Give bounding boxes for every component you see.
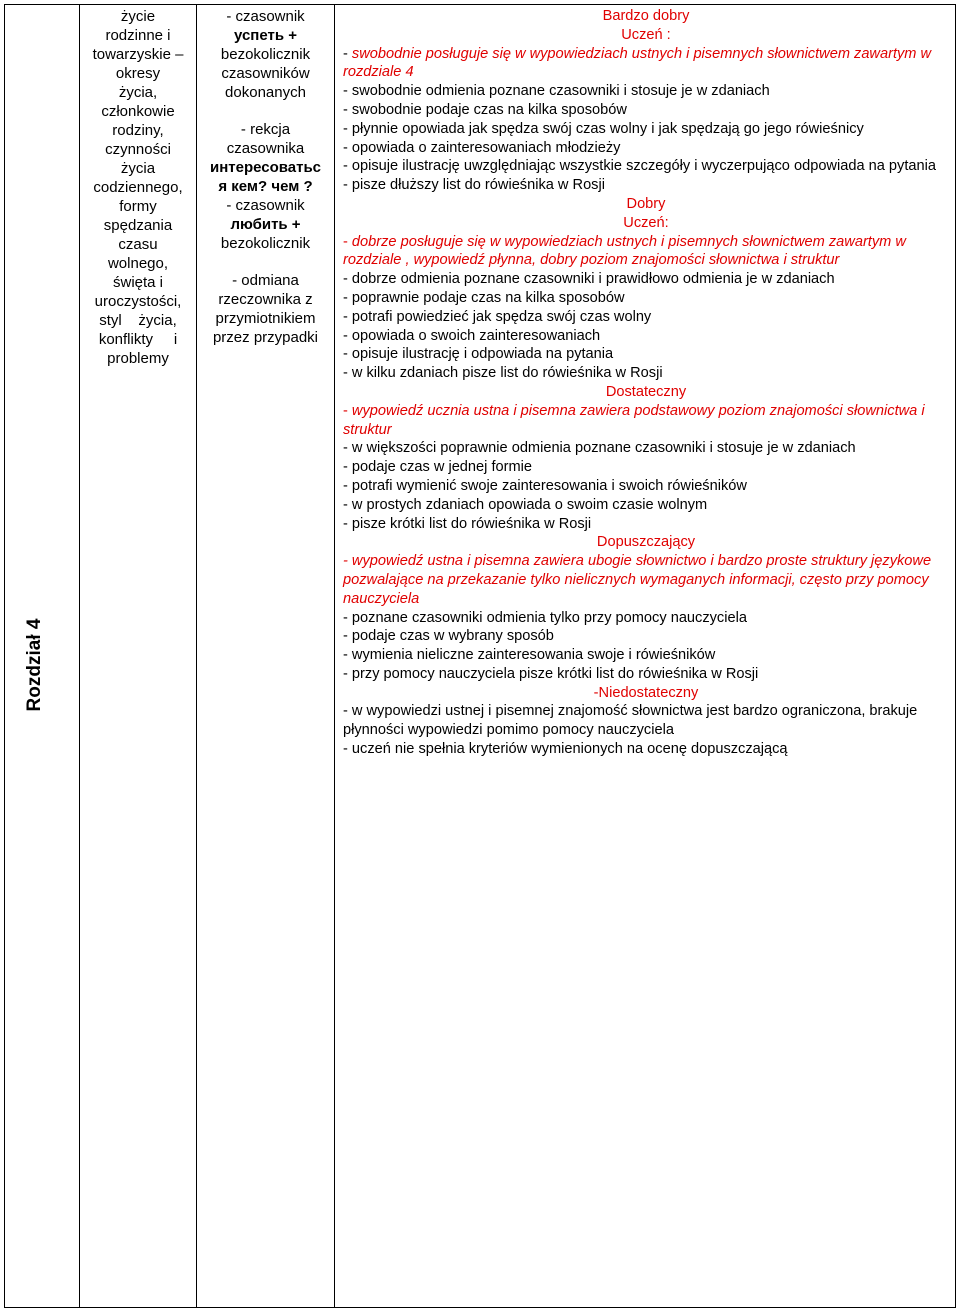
criteria-item: - potrafi powiedzieć jak spędza swój czas wolny	[343, 308, 652, 325]
grammar-text: przymiotnikiem	[215, 310, 316, 327]
grade-lead: - wypowiedź ucznia ustna i pisemna zawiera podstawowy poziom znajomości słownictwa i struktur	[343, 402, 925, 438]
topic-line: członkowie	[101, 103, 175, 120]
grammar-text: - czasownik	[226, 8, 305, 25]
topics-list	[80, 5, 196, 368]
criteria-item: - podaje czas w jednej formie	[343, 459, 532, 476]
criteria-item: - wymienia nieliczne zainteresowania swoje i rówieśników	[343, 647, 716, 664]
grammar-bold-text: интересоватьс	[209, 159, 322, 176]
grade-heading: Dobry	[626, 195, 666, 212]
topic-line: rodzinne i	[105, 27, 171, 44]
topic-line: problemy	[107, 350, 169, 367]
topic-line: codziennego,	[93, 179, 183, 196]
criteria-item: - dobrze odmienia poznane czasowniki i prawidłowo odmienia je w zdaniach	[343, 271, 835, 288]
criteria-item: - w kilku zdaniach pisze list do rówieśnika w Rosji	[343, 365, 663, 382]
grade-heading: Bardzo dobry	[602, 8, 690, 24]
criteria-item: - poznane czasowniki odmienia tylko przy pomocy nauczyciela	[343, 609, 747, 626]
topic-line: uroczystości,	[94, 293, 182, 310]
topic-line: życia,	[118, 84, 158, 101]
topic-line: czasu	[118, 236, 158, 253]
grammar-bold-text: любить +	[230, 216, 301, 233]
grading-criteria	[335, 5, 955, 759]
topic-line: konflikty i	[98, 331, 178, 348]
topic-line: życie	[120, 8, 156, 25]
criteria-item: - w większości poprawnie odmienia poznane czasowniki i stosuje je w zdaniach	[343, 440, 856, 457]
grammar-text: bezokolicznik	[220, 235, 311, 252]
criteria-item: - potrafi wymienić swoje zainteresowania i swoich rówieśników	[343, 477, 747, 494]
topic-line: formy	[119, 198, 157, 215]
topic-line: wolnego,	[107, 255, 169, 272]
topic-line: spędzania	[103, 217, 173, 234]
section-column	[5, 5, 80, 1307]
topic-line: życia	[120, 160, 156, 177]
section-label: Rozdział 4	[24, 618, 45, 712]
grammar-column	[197, 5, 335, 1307]
criteria-item: - opisuje ilustrację i odpowiada na pytania	[343, 346, 614, 363]
grade-lead: - swobodnie posługuje się w wypowiedziach ustnych i pisemnych słownictwem zawartym w rozdziale 4	[343, 45, 932, 81]
grammar-text: - odmiana	[232, 272, 299, 289]
topic-line: okresy	[115, 65, 161, 82]
topic-line: rodziny,	[112, 122, 164, 139]
criteria-item: - w prostych zdaniach opowiada o swoim czasie wolnym	[343, 496, 708, 513]
student-heading: Uczeń:	[623, 214, 669, 231]
criteria-item: - podaje czas w wybrany sposób	[343, 628, 554, 645]
criteria-item: - opowiada o zainteresowaniach młodzieży	[343, 139, 621, 156]
topic-line: styl życia,	[99, 312, 177, 329]
grammar-text: bezokolicznik	[220, 46, 311, 63]
grammar-bold-text: я кем? чем ?	[218, 178, 313, 195]
topic-line: święta i	[112, 274, 164, 291]
criteria-item: - płynnie opowiada jak spędza swój czas wolny i jak spędzają go jego rówieśnicy	[343, 120, 864, 137]
grammar-bold-text: успеть +	[233, 27, 297, 44]
criteria-item: - pisze krótki list do rówieśnika w Rosji	[343, 515, 592, 532]
criteria-item: - opisuje ilustrację uwzględniając wszystkie szczegóły i wyczerpująco odpowiada na pytania	[343, 158, 936, 175]
topic-line: czynności	[105, 141, 171, 158]
criteria-item: - swobodnie odmienia poznane czasowniki i stosuje je w zdaniach	[343, 83, 770, 100]
criteria-item: - swobodnie podaje czas na kilka sposobów	[343, 101, 627, 118]
criteria-item: - opowiada o swoich zainteresowaniach	[343, 327, 601, 344]
grammar-text: rzeczownika z	[218, 291, 313, 308]
grade-heading: Dostateczny	[605, 383, 687, 400]
criteria-item: - w wypowiedzi ustnej i pisemnej znajomość słownictwa jest bardzo ograniczona, brakuje płynności wypowiedzi pomimo pomocy nauczyciela	[343, 703, 918, 739]
grade-lead: - dobrze posługuje się w wypowiedziach ustnych i pisemnych słownictwem zawartym w rozdziale , wypowiedź płynna, dobry poziom znajomości słownictwa i struktur	[343, 233, 906, 269]
grade-heading: -Niedostateczny	[593, 684, 699, 701]
criteria-column	[335, 5, 955, 1307]
topic-line: towarzyskie –	[92, 46, 184, 63]
grammar-list	[197, 5, 334, 347]
criteria-item: - przy pomocy nauczyciela pisze krótki list do rówieśnika w Rosji	[343, 665, 759, 682]
grammar-text: czasownika	[226, 140, 305, 157]
grammar-text: czasowników	[221, 65, 310, 82]
grammar-text: dokonanych	[225, 84, 306, 101]
grade-lead: - wypowiedź ustna i pisemna zawiera ubogie słownictwo i bardzo proste struktury językowe pozwalające na przekazanie tylko nielicznych wymaganych informacji, często przy pomocy nauczyciela	[343, 553, 932, 607]
criteria-item: - poprawnie podaje czas na kilka sposobów	[343, 289, 625, 306]
topics-column	[80, 5, 197, 1307]
grammar-text: - czasownik	[226, 197, 305, 214]
criteria-item: - uczeń nie spełnia kryteriów wymienionych na ocenę dopuszczającą	[343, 741, 788, 758]
grade-heading: Dopuszczający	[596, 534, 696, 551]
criteria-item: - pisze dłuższy list do rówieśnika w Rosji	[343, 177, 605, 194]
grammar-text: - rekcja	[240, 121, 291, 138]
requirements-table	[4, 4, 956, 1308]
grammar-text: przez przypadki	[212, 329, 319, 346]
student-heading: Uczeń :	[621, 26, 671, 43]
